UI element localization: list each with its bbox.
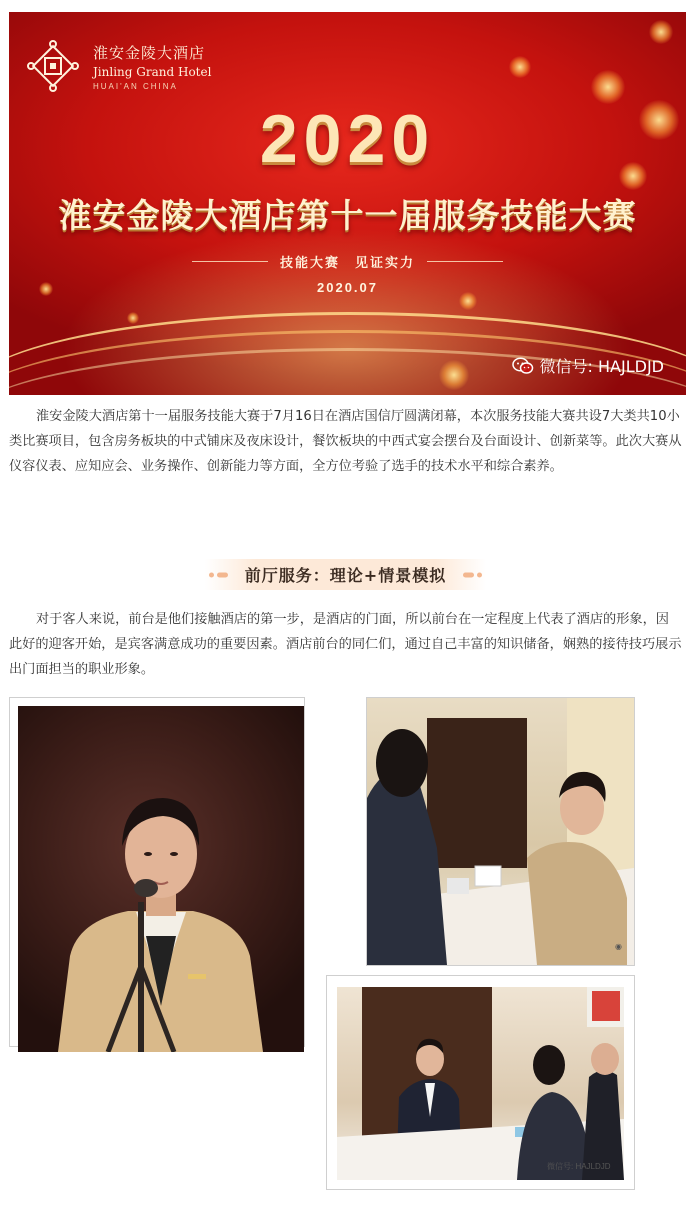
wechat-icon xyxy=(512,357,534,375)
divider xyxy=(427,261,503,262)
sparkle-decoration xyxy=(591,70,625,104)
banner-year: 2020 xyxy=(259,101,436,177)
reception-illustration xyxy=(367,698,634,965)
front-desk-paragraph: 对于客人来说，前台是他们接触酒店的第一步，是酒店的门面，所以前台在一定程度上代表了酒店的形象，因此好的迎客开始，是宾客满意成功的重要因素。酒店前台的同仁们，通过自己丰富的知识储备，娴熟的接待技巧展示出门面担当的职业形象。 xyxy=(9,612,682,677)
decor-dots xyxy=(463,572,482,577)
checkin-photo xyxy=(337,987,624,1180)
banner-slogan-row xyxy=(9,252,686,271)
logo-chinese-name: 淮安金陵大酒店 xyxy=(93,44,206,62)
sparkle-decoration xyxy=(509,56,531,78)
reception-photo xyxy=(367,698,634,965)
speaker-illustration xyxy=(18,706,304,1052)
banner-date: 2020.07 xyxy=(317,280,378,295)
sparkle-decoration xyxy=(127,312,139,324)
wechat-watermark xyxy=(512,354,664,377)
photo-watermark-text: 微信号: HAJLDJD xyxy=(547,1162,611,1171)
section-title-box xyxy=(205,559,486,590)
section-heading xyxy=(0,559,691,590)
sparkle-decoration xyxy=(649,20,673,44)
hotel-logo-icon xyxy=(25,38,81,94)
hero-banner xyxy=(9,12,686,395)
decor-dots xyxy=(209,572,228,577)
intro-paragraph: 淮安金陵大酒店第十一届服务技能大赛于7月16日在酒店国信厅圆满闭幕，本次服务技能大赛共设7大类共10小类比赛项目，包含房务板块的中式铺床及夜床设计，餐饮板块的中西式宴会摆台及台面设计、创新菜等。此次大赛从仪容仪表、应知应会、业务操作、创新能力等方面，全方位考验了选手的技术水平和综合素养。 xyxy=(9,409,682,474)
wechat-label: 微信号: HAJLDJD xyxy=(539,357,664,376)
banner-headline: 淮安金陵大酒店第十一届服务技能大赛 xyxy=(58,196,637,235)
divider xyxy=(192,261,268,262)
speaker-photo xyxy=(18,706,304,1052)
logo-english-name: Jinling Grand Hotel xyxy=(93,65,212,79)
banner-slogan: 技能大赛 见证实力 xyxy=(279,256,415,271)
checkin-illustration xyxy=(337,987,624,1180)
photo-watermark: ◉ xyxy=(615,942,622,951)
logo-city: HUAI'AN CHINA xyxy=(93,82,178,91)
section-title: 前厅服务：理论+情景模拟 xyxy=(244,566,447,585)
